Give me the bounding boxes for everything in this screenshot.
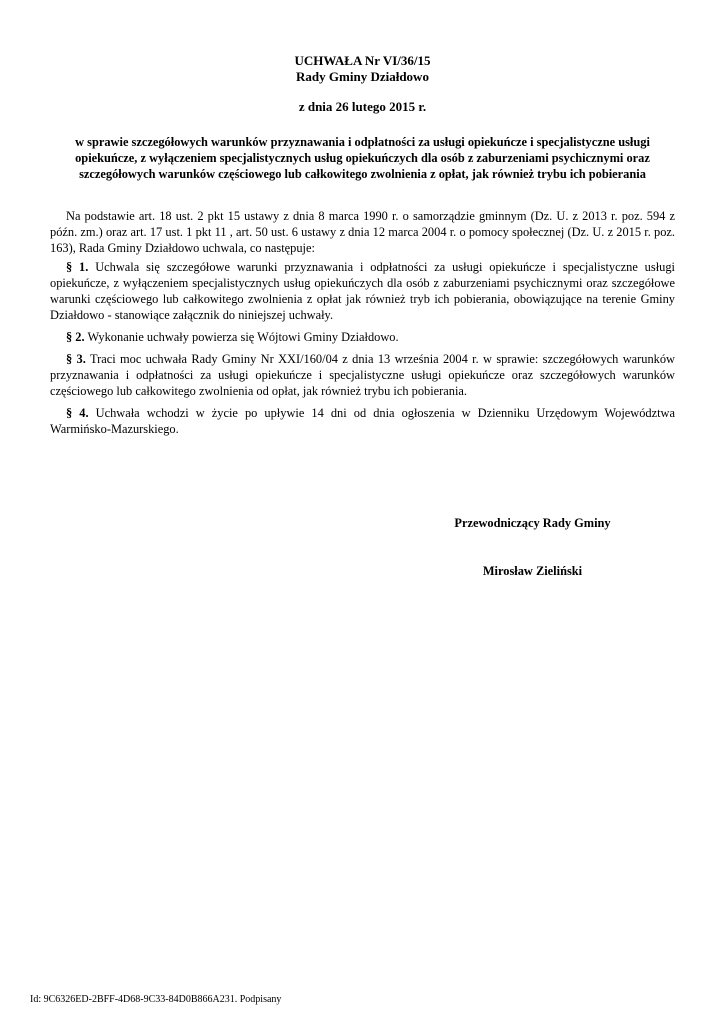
paragraph-text: Traci moc uchwała Rady Gminy Nr XXI/160/04 z dnia 13 września 2004 r. w sprawie: szczegółowych warunków przyznawania i odpłatności za usługi opiekuńcze i specjalistyczne usługi opiekuńcze oraz szczegółowych warunków częściowego lub całkowitego zwolnienia od opłat, jak również trybu ich pobierania.: [50, 352, 675, 398]
paragraph-text: Wykonanie uchwały powierza się Wójtowi Gminy Działdowo.: [87, 330, 399, 344]
resolution-date: z dnia 26 lutego 2015 r.: [298, 99, 427, 114]
paragraph-text: Uchwała wchodzi w życie po upływie 14 dni od dnia ogłoszenia w Dzienniku Urzędowym Województwa Warmińsko-Mazurskiego.: [50, 406, 675, 436]
paragraph-number: § 1.: [66, 260, 89, 274]
paragraph-number: § 2.: [66, 330, 85, 344]
resolution-subject: w sprawie szczegółowych warunków przyznawania i odpłatności za usługi opiekuńcze i specjalistyczne usługi opiekuńcze, z wyłączeniem specjalistycznych usług opiekuńczych dla osób z zaburzeniami psychicznymi oraz szczegółowych warunków częściowego lub całkowitego zwolnienia z opłat, jak również trybu ich pobierania: [75, 135, 650, 181]
resolution-title: UCHWAŁA Nr VI/36/15: [294, 53, 431, 68]
resolution-issuer: Rady Gminy Działdowo: [296, 69, 429, 84]
document-id-footer: Id: 9C6326ED-2BFF-4D68-9C33-84D0B866A231. Podpisany: [30, 994, 282, 1005]
paragraph-number: § 3.: [66, 352, 86, 366]
paragraph-number: § 4.: [66, 406, 89, 420]
paragraph-3: [50, 351, 675, 399]
paragraph-text: Uchwala się szczegółowe warunki przyznawania i odpłatności za usługi opiekuńcze i specjalistyczne usługi opiekuńcze, z wyłączeniem specjalistycznych usług opiekuńczych dla osób z zaburzeniami psychicznymi oraz szczegółowe warunki częściowego lub całkowitego zwolnienia z opłat jak również tryb ich pobierania, obowiązujące na terenie Gminy Działdowo - stanowiące załącznik do niniejszej uchwały.: [50, 260, 675, 322]
signature-role: Przewodniczący Rady Gminy: [454, 516, 611, 530]
paragraph-2: [50, 329, 675, 345]
paragraph-1: [50, 259, 675, 323]
preamble-text: Na podstawie art. 18 ust. 2 pkt 15 ustawy z dnia 8 marca 1990 r. o samorządzie gminnym (Dz. U. z 2013 r. poz. 594 z późn. zm.) oraz art. 17 ust. 1 pkt 11 , art. 50 ust. 6 ustawy z dnia 12 marca 2004 r. o pomocy społecznej (Dz. U. z 2015 r. poz. 163), Rada Gminy Działdowo uchwala, co następuje:: [50, 209, 675, 255]
paragraph-4: [50, 405, 675, 437]
signature-name: Mirosław Zieliński: [482, 564, 583, 578]
preamble: [50, 208, 675, 256]
